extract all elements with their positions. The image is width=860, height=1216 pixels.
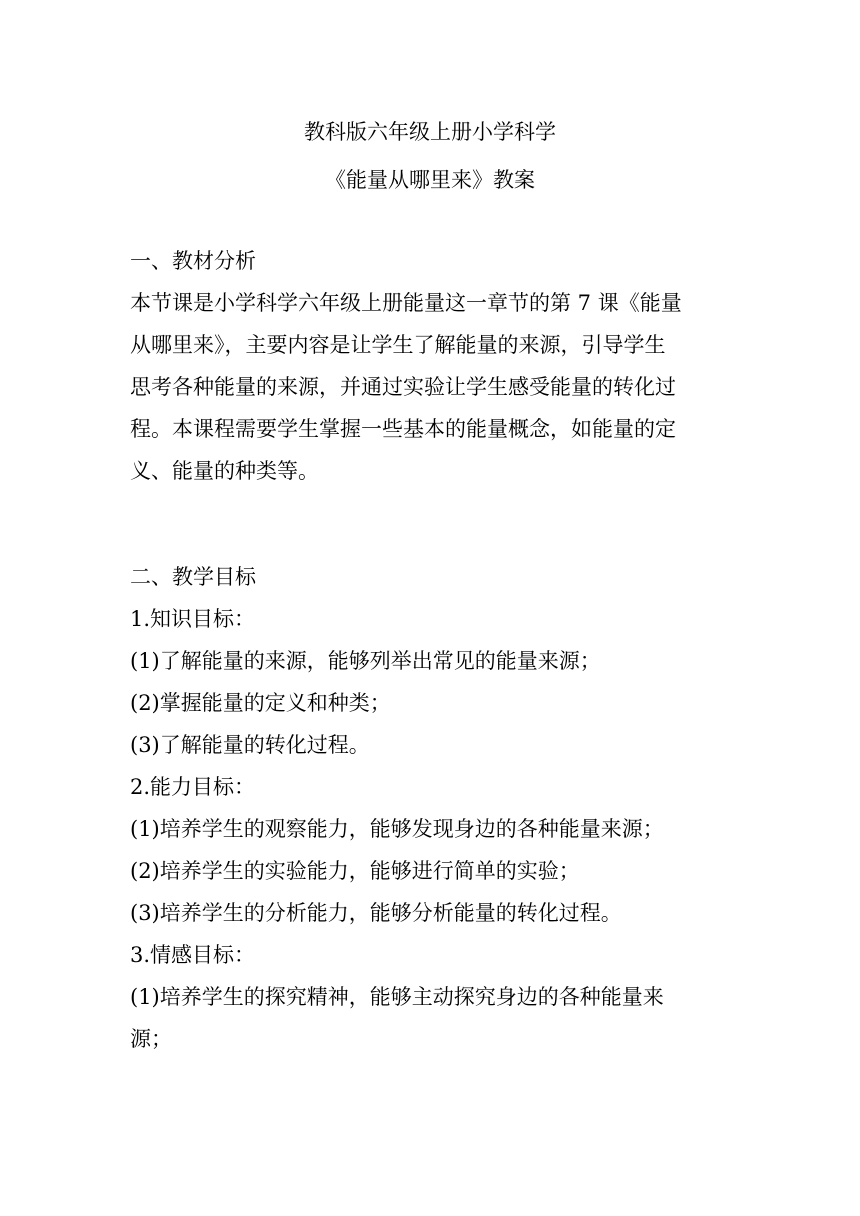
goal-label-ability: 2.能力目标： — [130, 775, 256, 799]
title-line-1: 教科版六年级上册小学科学 — [304, 120, 556, 144]
spacer — [130, 492, 732, 534]
goal-item: (2)培养学生的实验能力，能够进行简单的实验； — [130, 859, 580, 883]
title-line-2: 《能量从哪里来》教案 — [325, 168, 535, 192]
goal-label-knowledge: 1.知识目标： — [130, 607, 256, 631]
document-title — [0, 108, 860, 204]
goal-item: 源； — [130, 1027, 172, 1051]
spacer — [130, 534, 732, 556]
goal-item: (1)培养学生的探究精神，能够主动探究身边的各种能量来 — [130, 985, 664, 1009]
section-heading-material-analysis: 一、教材分析 — [130, 249, 256, 273]
goal-item: (3)培养学生的分析能力，能够分析能量的转化过程。 — [130, 901, 622, 925]
goal-item: (1)了解能量的来源，能够列举出常见的能量来源； — [130, 649, 601, 673]
paragraph-line: 程。本课程需要学生掌握一些基本的能量概念，如能量的定 — [130, 417, 676, 441]
paragraph-line: 从哪里来》，主要内容是让学生了解能量的来源，引导学生 — [130, 333, 666, 357]
paragraph-line: 义、能量的种类等。 — [130, 459, 319, 483]
document-body — [130, 240, 732, 1060]
section-heading-teaching-goals: 二、教学目标 — [130, 565, 256, 589]
goal-item: (1)培养学生的观察能力，能够发现身边的各种能量来源； — [130, 817, 664, 841]
paragraph-line: 思考各种能量的来源，并通过实验让学生感受能量的转化过 — [130, 375, 676, 399]
material-analysis-paragraph — [130, 282, 732, 492]
goal-item: (3)了解能量的转化过程。 — [130, 733, 370, 757]
goal-label-emotion: 3.情感目标： — [130, 943, 256, 967]
paragraph-line: 本节课是小学科学六年级上册能量这一章节的第 7 课《能量 — [130, 291, 682, 315]
goal-item: (2)掌握能量的定义和种类； — [130, 691, 391, 715]
